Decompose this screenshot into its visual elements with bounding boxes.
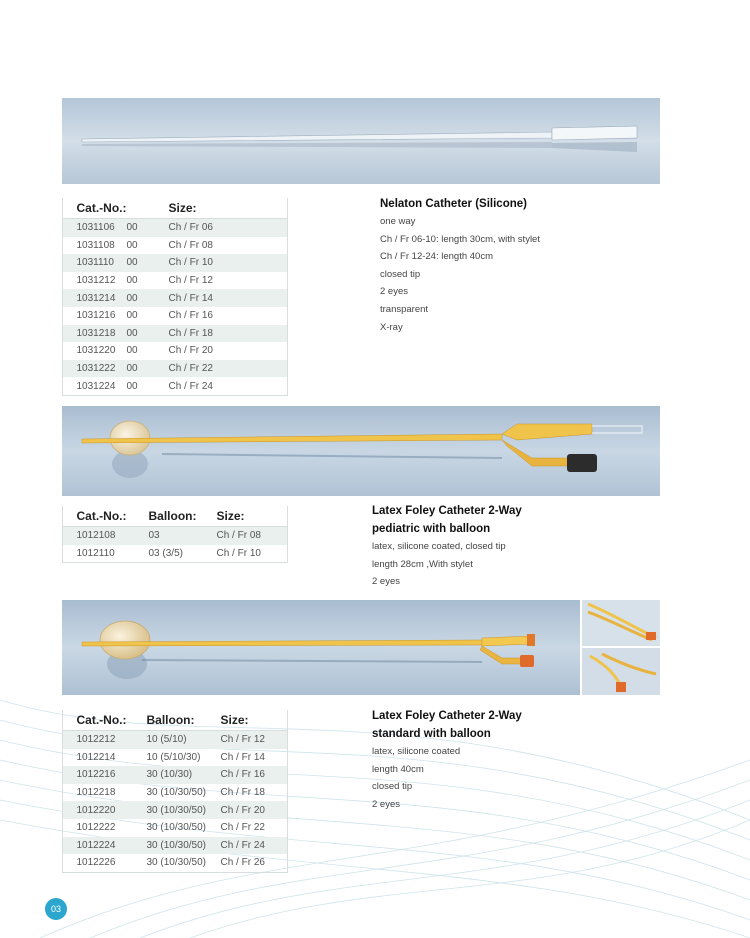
table-row [63,377,288,395]
cell-size: Ch / Fr 12 [221,731,288,749]
cell-code: 00 [126,345,138,357]
table-row [63,766,288,784]
table-row [63,527,288,545]
header-size: Size: [168,201,197,215]
table-row [63,749,288,767]
page-number: 03 [45,898,67,920]
cell-size: Ch / Fr 06 [169,219,288,237]
cell-cat-no: 1012226 [76,857,116,869]
product-detail: one way [380,216,416,227]
cell-code: 00 [127,254,169,272]
cell-code: 00 [127,289,169,307]
cell-size: Ch / Fr 24 [168,380,213,392]
nelaton-description [380,195,540,336]
product-detail: X-ray [380,321,403,333]
cell-size: Ch / Fr 12 [168,275,213,287]
product-detail: length 28cm ,With stylet [372,558,473,570]
nelaton-catalog-table [62,198,288,396]
cell-code: 00 [126,239,138,251]
table-row [63,342,288,360]
cell-cat-no: 1031218 [77,325,127,343]
header-balloon: Balloon: [148,509,197,523]
product-title: standard with balloon [372,728,491,740]
cell-balloon: 03 [149,527,217,545]
standard-foley-description [372,707,522,813]
product-detail: transparent [380,303,429,315]
table-row [63,731,288,749]
header-cat-no: Cat.-No.: [76,509,127,523]
product-detail: Ch / Fr 12-24: length 40cm [380,251,493,263]
table-row [63,272,288,290]
cell-size: Ch / Fr 14 [169,289,288,307]
table-row [63,784,288,802]
nelaton-catheter-photo [62,98,660,184]
product-title: pediatric with balloon [372,523,491,535]
cell-size: Ch / Fr 08 [168,239,213,251]
standard-foley-photo [62,600,580,695]
table-row [63,819,288,837]
cell-balloon: 30 (10/30/50) [147,837,221,855]
cell-code: 00 [126,310,138,322]
table-row [63,237,288,255]
cell-cat-no: 1012108 [77,527,149,545]
header-size: Size: [216,509,245,523]
cell-cat-no: 1012212 [77,731,147,749]
product-detail: closed tip [380,268,421,280]
cell-cat-no: 1012222 [76,822,116,834]
table-row [63,360,288,378]
cell-balloon: 30 (10/30/50) [147,801,221,819]
product-detail: 2 eyes [372,576,400,588]
cell-cat-no: 1031214 [77,289,127,307]
pediatric-foley-photo [62,406,660,496]
cell-code: 00 [127,219,169,237]
cell-size: Ch / Fr 20 [221,801,288,819]
cell-cat-no: 1012216 [77,766,147,784]
product-detail: closed tip [372,781,413,793]
cell-size: Ch / Fr 22 [220,822,265,834]
cell-balloon: 10 (5/10) [147,731,221,749]
cell-balloon: 30 (10/30/50) [146,857,206,869]
cell-cat-no: 1031216 [76,310,116,322]
cell-code: 00 [127,360,169,378]
cell-code: 00 [127,325,169,343]
foley-connector-inset-photo [582,648,660,695]
product-detail: 2 eyes [372,798,400,810]
cell-size: Ch / Fr 10 [216,547,261,559]
header-cat-no: Cat.-No.: [76,201,127,215]
cell-code: 00 [126,275,138,287]
product-detail: latex, silicone coated, closed tip [372,541,506,552]
cell-code: 00 [126,380,138,392]
cell-balloon: 30 (10/30/50) [146,822,206,834]
product-detail: length 40cm [372,763,424,775]
cell-cat-no: 1031222 [77,360,127,378]
table-row [63,837,288,855]
cell-cat-no: 1031224 [76,380,116,392]
cell-size: Ch / Fr 16 [221,766,288,784]
cell-cat-no: 1012224 [77,837,147,855]
cell-cat-no: 1012218 [76,787,116,799]
cell-cat-no: 1012110 [76,547,115,559]
cell-cat-no: 1031110 [77,254,127,272]
cell-size: Ch / Fr 18 [169,325,288,343]
cell-balloon: 03 (3/5) [148,547,183,559]
table-row [63,854,288,872]
cell-size: Ch / Fr 22 [169,360,288,378]
cell-size: Ch / Fr 18 [220,787,265,799]
cell-size: Ch / Fr 08 [217,527,288,545]
header-size: Size: [220,713,249,727]
foley-tip-inset-photo [582,600,660,646]
cell-size: Ch / Fr 24 [221,837,288,855]
cell-cat-no: 1012214 [76,751,116,763]
table-header-row [63,710,288,731]
cell-cat-no: 1031212 [76,275,116,287]
table-header-row [63,198,288,219]
cell-cat-no: 1031220 [76,345,116,357]
cell-balloon: 30 (10/30) [147,766,221,784]
product-title: Nelaton Catheter (Silicone) [380,198,527,210]
cell-size: Ch / Fr 16 [168,310,213,322]
table-row [63,545,288,563]
cell-cat-no: 1031106 [77,219,127,237]
table-row [63,289,288,307]
cell-balloon: 30 (10/30/50) [146,787,206,799]
header-balloon: Balloon: [146,713,195,727]
pediatric-foley-catalog-table [62,506,288,563]
header-cat-no: Cat.-No.: [76,713,127,727]
product-title: Latex Foley Catheter 2-Way [372,505,522,517]
cell-cat-no: 1012220 [77,801,147,819]
cell-size: Ch / Fr 14 [220,751,265,763]
cell-size: Ch / Fr 26 [220,857,265,869]
cell-size: Ch / Fr 10 [169,254,288,272]
table-row [63,219,288,237]
cell-size: Ch / Fr 20 [168,345,213,357]
cell-cat-no: 1031108 [76,239,115,251]
table-row [63,801,288,819]
pediatric-foley-description [372,502,522,591]
cell-balloon: 10 (5/10/30) [146,751,201,763]
table-row [63,254,288,272]
product-detail: 2 eyes [380,286,408,298]
product-title: Latex Foley Catheter 2-Way [372,710,522,722]
table-row [63,325,288,343]
product-detail: Ch / Fr 06-10: length 30cm, with stylet [380,233,540,245]
product-detail: latex, silicone coated [372,746,461,757]
standard-foley-catalog-table [62,710,288,873]
table-header-row [63,506,288,527]
table-row [63,307,288,325]
